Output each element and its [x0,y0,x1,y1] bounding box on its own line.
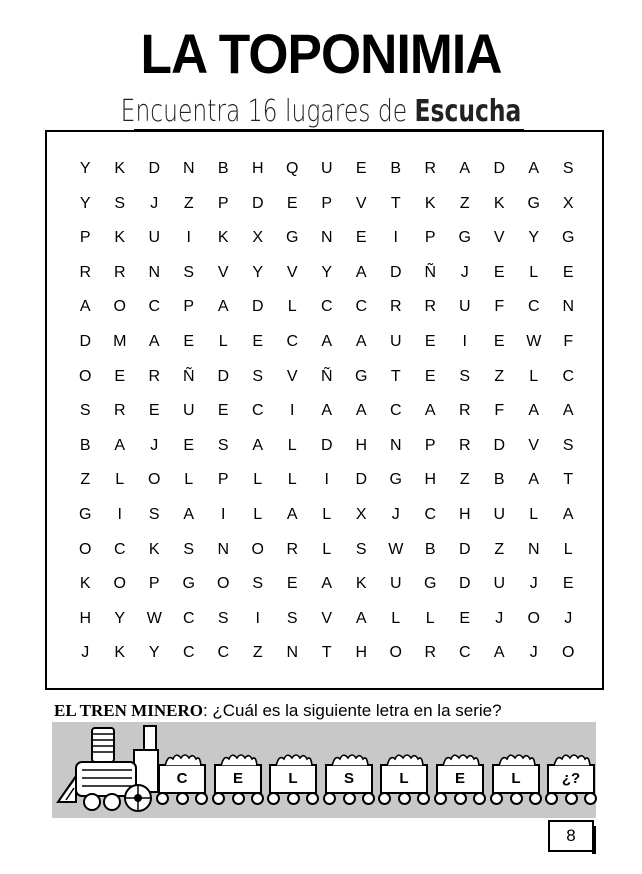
grid-cell: U [389,332,402,350]
grid-cell: N [562,298,575,316]
wagon-wheels [545,792,597,806]
grid-cell: E [493,332,505,350]
grid-cell: C [355,298,368,316]
grid-cell: T [321,644,332,662]
grid-cell: Z [494,540,505,558]
grid-cell: O [79,367,92,385]
grid-cell: D [251,298,264,316]
train-wagon [436,764,484,794]
grid-cell: V [528,436,540,454]
grid-cell: R [458,402,471,420]
grid-cell: O [79,540,92,558]
wagon-wheels [490,792,542,806]
grid-cell: E [459,609,471,627]
grid-cell: E [286,194,298,212]
wheel-icon [343,792,356,805]
grid-cell: C [424,505,437,523]
wheel-icon [510,792,523,805]
grid-cell: E [562,575,574,593]
grid-cell: G [182,575,195,593]
grid-cell: D [320,436,333,454]
grid-cell: A [528,160,540,177]
wheel-icon [156,792,169,805]
grid-cell: J [529,644,538,662]
wagon-wheels [212,792,264,806]
grid-cell: L [218,332,228,350]
grid-cell: W [526,332,542,350]
grid-cell: Z [80,471,91,489]
subtitle [71,92,572,132]
grid-cell: E [562,263,574,281]
grid-cell: S [252,575,264,593]
train-wagon [325,764,373,794]
coal-load-icon [275,752,313,766]
grid-cell: O [217,575,230,593]
coal-load-icon [164,752,202,766]
grid-cell: H [251,160,264,177]
wheel-icon [378,792,391,805]
wheel-icon [584,792,597,805]
grid-cell: L [287,298,297,316]
grid-cell: H [79,609,92,627]
grid-cell: G [527,194,540,212]
locomotive-icon [52,722,162,818]
grid-cell: L [287,436,297,454]
grid-cell: K [114,160,126,177]
wheel-icon [323,792,336,805]
grid-cell: I [324,471,329,489]
grid-cell: R [113,402,126,420]
wagon-wheels [156,792,208,806]
grid-cell: L [529,505,539,523]
grid-cell: N [320,229,333,247]
grid-cell: O [148,471,161,489]
coal-load-icon [553,752,591,766]
grid-cell: J [81,644,90,662]
grid-cell: I [393,229,398,247]
grid-cell: D [148,160,161,177]
grid-cell: N [182,160,195,177]
grid-cell: W [388,540,404,558]
grid-cell: U [182,402,195,420]
coal-load-icon [386,752,424,766]
grid-cell: Q [286,160,299,177]
grid-cell: C [251,402,264,420]
grid-cell: A [321,402,333,420]
grid-cell: Z [252,644,263,662]
grid-cell: D [493,436,506,454]
grid-cell: J [460,263,469,281]
coal-load-icon [331,752,369,766]
wheel-icon [232,792,245,805]
grid-cell: P [217,194,229,212]
grid-cell: W [146,609,162,627]
grid-cell: C [527,298,540,316]
grid-cell: C [320,298,333,316]
grid-cell: Y [321,263,333,281]
wheel-icon [490,792,503,805]
grid-cell: E [493,263,505,281]
grid-cell: A [562,505,574,523]
grid-cell: B [79,436,91,454]
grid-cell: P [79,229,91,247]
grid-cell: B [217,160,229,177]
grid-cell: E [286,575,298,593]
grid-cell: S [286,609,298,627]
grid-cell: P [424,229,436,247]
grid-cell: A [79,298,91,316]
grid-cell: O [527,609,540,627]
grid-cell: D [458,540,471,558]
grid-cell: Z [183,194,194,212]
grid-cell: S [79,402,91,420]
grid-cell: R [424,298,437,316]
grid-cell: L [115,471,125,489]
grid-cell: A [355,402,367,420]
page-number: 8 [548,820,594,852]
grid-cell: H [424,471,437,489]
train-wagon [269,764,317,794]
grid-cell: C [217,644,230,662]
grid-cell: T [390,194,401,212]
grid-cell: C [286,332,299,350]
grid-cell: C [182,644,195,662]
grid-cell: L [529,263,539,281]
grid-cell: S [217,609,229,627]
grid-cell: E [252,332,264,350]
wagon-letter: E [454,770,465,787]
train-wagon [492,764,540,794]
wagon-letter: S [343,770,354,787]
grid-cell: T [563,471,574,489]
grid-cell: D [458,575,471,593]
coal-load-icon [442,752,480,766]
grid-cell: A [355,332,367,350]
wheel-icon [529,792,542,805]
grid-cell: D [389,263,402,281]
grid-cell: L [287,471,297,489]
grid-cell: R [389,298,402,316]
grid-cell: E [355,229,367,247]
grid-cell: E [217,402,229,420]
grid-cell: F [494,402,505,420]
grid-cell: F [494,298,505,316]
grid-cell: Y [79,160,91,177]
wagon-letter: C [176,770,188,787]
grid-cell: T [390,367,401,385]
grid-cell: V [286,367,298,385]
grid-cell: S [459,367,471,385]
grid-cell: C [389,402,402,420]
grid-cell: S [217,436,229,454]
grid-cell: A [424,402,436,420]
grid-cell: Z [459,194,470,212]
grid-cell: L [184,471,194,489]
grid-cell: V [321,609,333,627]
grid-cell: N [148,263,161,281]
train-wagon [214,764,262,794]
grid-cell: D [493,160,506,177]
grid-cell: A [528,471,540,489]
wheel-icon [362,792,375,805]
grid-cell: U [320,160,333,177]
wheel-icon [565,792,578,805]
grid-cell: N [527,540,540,558]
grid-cell: I [462,332,467,350]
grid-cell: Y [79,194,91,212]
grid-cell: C [562,367,575,385]
wheel-icon [195,792,208,805]
grid-cell: A [562,402,574,420]
wheel-icon [545,792,558,805]
grid-cell: A [321,332,333,350]
grid-cell: P [183,298,195,316]
grid-cell: Ñ [320,367,333,385]
grid-cell: U [493,575,506,593]
grid-cell: Y [252,263,264,281]
coal-load-icon [498,752,536,766]
grid-cell: Z [459,471,470,489]
grid-cell: V [355,194,367,212]
grid-cell: L [425,609,435,627]
wheel-icon [176,792,189,805]
grid-cell: E [355,160,367,177]
grid-cell: D [79,332,92,350]
grid-cell: S [114,194,126,212]
word-search-grid [68,152,586,671]
wagon-letter: L [288,770,298,787]
grid-cell: J [150,436,159,454]
grid-cell: R [113,263,126,281]
grid-cell: E [183,436,195,454]
grid-cell: R [286,540,299,558]
subtitle-lead: Encuentra 16 lugares de [120,94,408,129]
page-title: LA TOPONIMIA [140,22,502,85]
grid-cell: C [148,298,161,316]
grid-cell: A [217,298,229,316]
grid-cell: A [286,505,298,523]
grid-cell: V [217,263,229,281]
grid-cell: G [79,505,92,523]
wheel-icon [473,792,486,805]
grid-cell: S [148,505,160,523]
grid-cell: N [217,540,230,558]
grid-cell: U [148,229,161,247]
grid-cell: G [389,471,402,489]
grid-cell: G [458,229,471,247]
grid-cell: I [221,505,226,523]
grid-cell: J [529,575,538,593]
grid-cell: K [148,540,160,558]
grid-cell: Y [148,644,160,662]
grid-cell: P [321,194,333,212]
grid-cell: H [355,644,368,662]
train-wagon [547,764,595,794]
grid-cell: A [252,436,264,454]
grid-cell: K [217,229,229,247]
grid-cell: U [389,575,402,593]
train-wagon [158,764,206,794]
grid-cell: X [252,229,264,247]
grid-cell: P [424,436,436,454]
grid-cell: K [79,575,91,593]
grid-cell: C [458,644,471,662]
grid-cell: E [148,402,160,420]
grid-cell: L [391,609,401,627]
wheel-icon [398,792,411,805]
grid-cell: S [252,367,264,385]
grid-cell: O [562,644,575,662]
grid-cell: S [183,263,195,281]
grid-cell: A [493,644,505,662]
grid-cell: B [390,160,402,177]
wheel-icon [212,792,225,805]
question-label: EL TREN MINERO [54,701,203,720]
train-wagon [380,764,428,794]
grid-cell: N [286,644,299,662]
grid-cell: E [183,332,195,350]
subtitle-keyword: Escucha [414,94,522,129]
grid-cell: U [493,505,506,523]
grid-cell: X [355,505,367,523]
grid-cell: K [493,194,505,212]
wheel-icon [287,792,300,805]
grid-cell: O [251,540,264,558]
grid-cell: S [355,540,367,558]
wagon-letter: E [232,770,243,787]
grid-cell: P [148,575,160,593]
grid-cell: P [217,471,229,489]
wagon-wheels [323,792,375,806]
grid-cell: E [424,367,436,385]
grid-cell: A [355,609,367,627]
grid-cell: Y [114,609,126,627]
grid-cell: K [355,575,367,593]
grid-cell: C [113,540,126,558]
grid-cell: V [493,229,505,247]
grid-cell: E [424,332,436,350]
grid-cell: H [355,436,368,454]
question-text: : ¿Cuál es la siguiente letra en la serie? [202,701,502,720]
grid-cell: G [424,575,437,593]
grid-cell: K [114,229,126,247]
grid-cell: A [528,402,540,420]
grid-cell: U [458,298,471,316]
grid-cell: L [322,505,332,523]
grid-cell: L [563,540,573,558]
grid-cell: R [424,644,437,662]
grid-cell: D [217,367,230,385]
grid-cell: A [114,436,126,454]
grid-cell: A [355,263,367,281]
grid-cell: R [79,263,92,281]
wheel-icon [251,792,264,805]
grid-cell: I [255,609,260,627]
grid-cell: G [562,229,575,247]
grid-cell: M [113,332,127,350]
wheel-icon [417,792,430,805]
wagon-wheels [434,792,486,806]
wheel-icon [267,792,280,805]
grid-cell: K [114,644,126,662]
grid-cell: G [355,367,368,385]
grid-cell: O [389,644,402,662]
coal-load-icon [220,752,258,766]
grid-cell: K [424,194,436,212]
grid-cell: R [148,367,161,385]
grid-cell: I [117,505,122,523]
grid-cell: F [563,332,574,350]
grid-cell: R [424,160,437,177]
grid-cell: L [322,540,332,558]
grid-cell: L [253,505,263,523]
grid-cell: V [286,263,298,281]
grid-cell: A [321,575,333,593]
grid-cell: A [148,332,160,350]
grid-cell: L [529,367,539,385]
wheel-icon [434,792,447,805]
grid-cell: A [183,505,195,523]
wagon-wheels [267,792,319,806]
grid-cell: S [183,540,195,558]
grid-cell: N [389,436,402,454]
grid-cell: B [424,540,436,558]
wagon-wheels [378,792,430,806]
grid-cell: Z [494,367,505,385]
grid-cell: O [113,575,126,593]
grid-cell: B [493,471,505,489]
grid-cell: S [562,160,574,177]
wheel-icon [306,792,319,805]
grid-cell: Ñ [424,263,437,281]
grid-cell: O [113,298,126,316]
wheel-icon [454,792,467,805]
grid-cell: D [355,471,368,489]
train-question [54,700,502,722]
train-illustration [52,722,596,818]
grid-cell: J [391,505,400,523]
grid-cell: J [564,609,573,627]
grid-cell: E [114,367,126,385]
grid-cell: C [182,609,195,627]
grid-cell: J [495,609,504,627]
wagon-letter: ¿? [561,770,581,787]
grid-cell: I [290,402,295,420]
grid-cell: G [286,229,299,247]
grid-cell: Y [528,229,540,247]
grid-cell: S [562,436,574,454]
grid-cell: J [150,194,159,212]
grid-cell: X [562,194,574,212]
wagon-letter: L [399,770,409,787]
grid-cell: Ñ [182,367,195,385]
grid-cell: R [458,436,471,454]
wagon-letter: L [511,770,521,787]
grid-cell: D [251,194,264,212]
grid-cell: I [186,229,191,247]
grid-cell: H [458,505,471,523]
grid-cell: L [253,471,263,489]
grid-cell: A [459,160,471,177]
